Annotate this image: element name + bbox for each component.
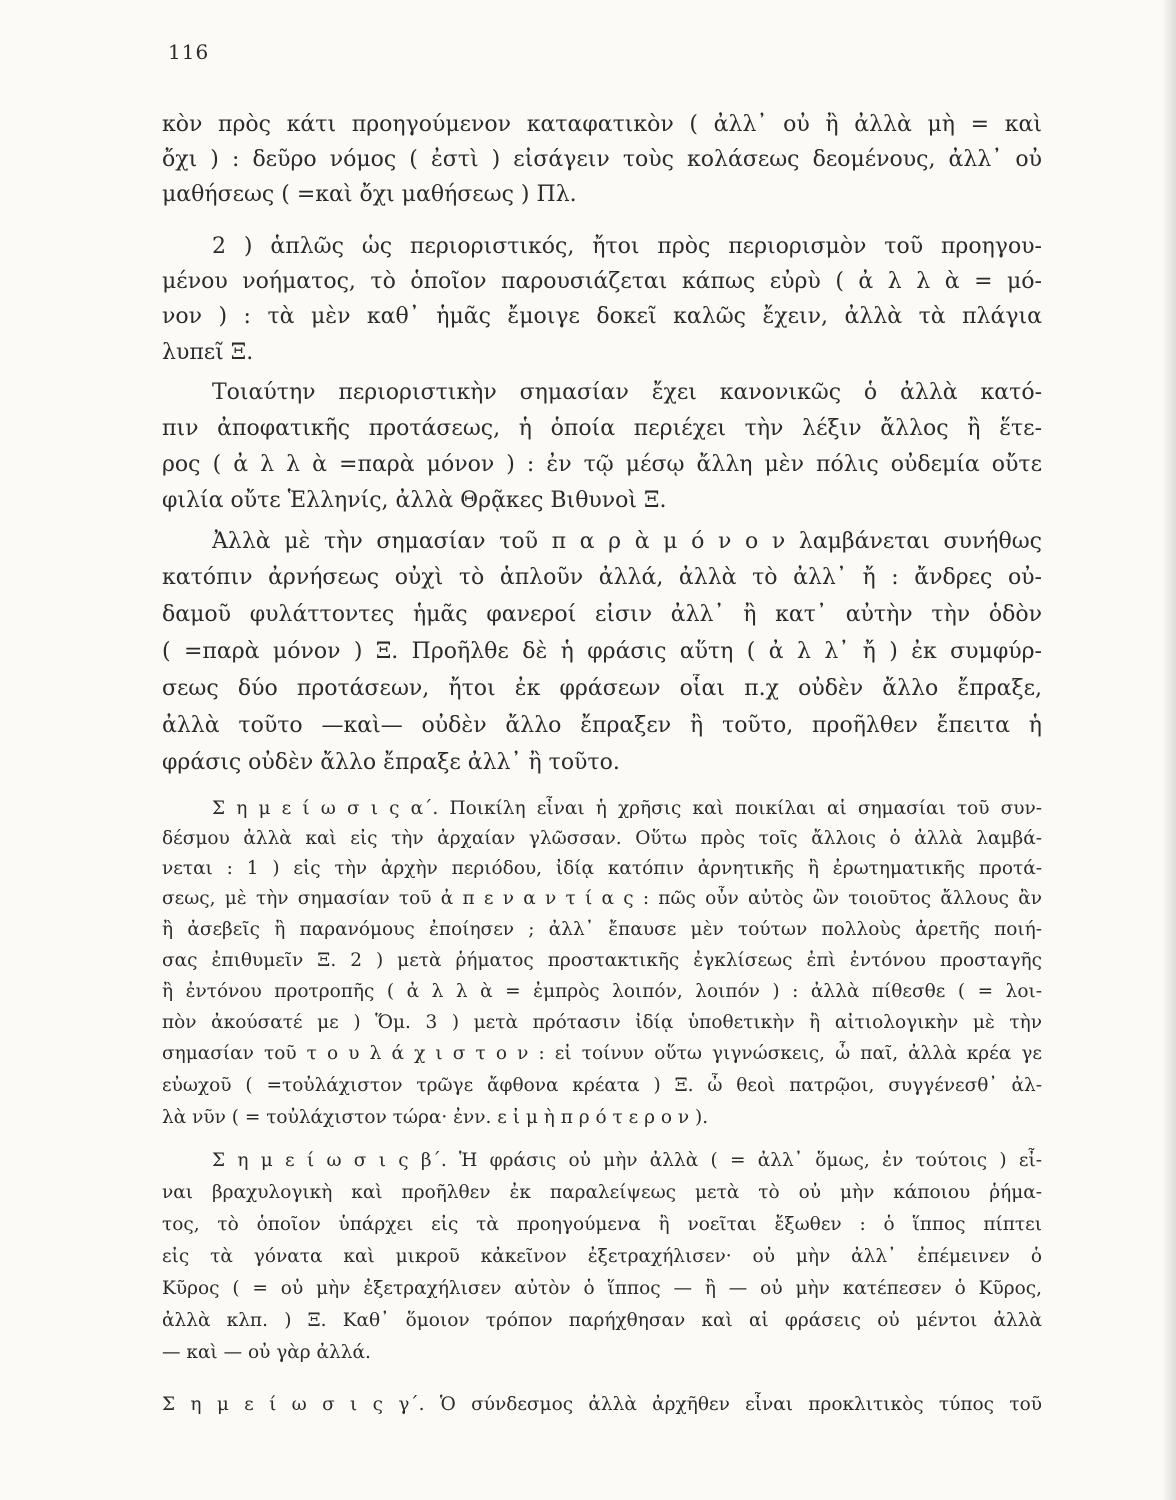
note-line: τος, τὸ ὁποῖον ὑπάρχει εἰς τὰ προηγούμενα ἢ νοεῖται ἔξωθεν : ὁ ἵππος πίπτει <box>162 1214 1042 1235</box>
note-line: εἰς τὰ γόνατα καὶ μικροῦ κἀκεῖνον ἐξετραχήλισεν· οὐ μὴν ἀλλ᾽ ἐπέμεινεν ὁ <box>162 1246 1042 1267</box>
text-line: ρος ( ἀ λ λ ὰ =παρὰ μόνον ) : ἐν τῷ μέσῳ ἄλλη μὲν πόλις οὐδεμία οὔτε <box>162 452 1042 477</box>
note-line: Σ η μ ε ί ω σ ι ς β΄. Ἡ φράσις οὐ μὴν ἀλλὰ ( = ἀλλ᾽ ὅμως, ἐν τούτοις ) εἶ- <box>212 1150 1042 1171</box>
text-line: ἀλλὰ τοῦτο —καὶ— οὐδὲν ἄλλο ἔπραξεν ἢ τοῦτο, προῆλθεν ἔπειτα ἡ <box>162 713 1042 738</box>
text-line: μαθήσεως ( =καὶ ὄχι μαθήσεως ) Πλ. <box>162 182 577 207</box>
note-line: πὸν ἀκούσατέ με ) Ὅμ. 3 ) μετὰ πρότασιν ἰδίᾳ ὑποθετικὴν ἢ αἰτιολογικὴν μὲ τὴν <box>162 1012 1042 1033</box>
text-line: δαμοῦ φυλάττοντες ἡμᾶς φανεροί εἰσιν ἀλλ᾽ ἢ κατ᾽ αὐτὴν τὴν ὁδὸν <box>162 602 1042 627</box>
note-line: ἢ ἐντόνου προτροπῆς ( ἀ λ λ ὰ = ἐμπρὸς λοιπόν, λοιπόν ) : ἀλλὰ πίθεσθε ( = λοι- <box>162 981 1042 1002</box>
text-line: μένου νοήματος, τὸ ὁποῖον παρουσιάζεται κάπως εὐρὺ ( ἀ λ λ ὰ = μό- <box>162 269 1042 294</box>
note-line: — καὶ — οὐ γὰρ ἀλλά. <box>162 1342 371 1363</box>
text-line: σεως δύο προτάσεων, ἤτοι ἐκ φράσεων οἷαι π.χ οὐδὲν ἄλλο ἔπραξε, <box>162 676 1042 701</box>
note-line: σημασίαν τοῦ τ ο υ λ ά χ ι σ τ ο ν : εἰ τοίνυν οὕτω γιγνώσκεις, ὦ παῖ, ἀλλὰ κρέα γε <box>162 1043 1042 1064</box>
page-number: 116 <box>168 40 210 64</box>
text-line: κατόπιν ἀρνήσεως οὐχὶ τὸ ἁπλοῦν ἀλλά, ἀλλὰ τὸ ἀλλ᾽ ἤ : ἄνδρες οὐ- <box>162 565 1042 590</box>
note-line: Σ η μ ε ί ω σ ι ς γ΄. Ὁ σύνδεσμος ἀλλὰ ἀρχῆθεν εἶναι προκλιτικὸς τύπος τοῦ <box>162 1394 1042 1415</box>
text-line: Τοιαύτην περιοριστικὴν σημασίαν ἔχει κανονικῶς ὁ ἀλλὰ κατό- <box>212 380 1042 405</box>
note-line: ἢ ἀσεβεῖς ἢ παρανόμους ἐποίησεν ; ἀλλ᾽ ἔπαυσε μὲν τούτων πολλοὺς ἀρετῆς ποιή- <box>162 919 1042 940</box>
note-line: δέσμου ἀλλὰ καὶ εἰς τὴν ἀρχαίαν γλῶσσαν. Οὕτω πρὸς τοῖς ἄλλοις ὁ ἀλλὰ λαμβά- <box>162 828 1042 849</box>
text-line: λυπεῖ Ξ. <box>162 340 254 365</box>
text-line: ( =παρὰ μόνον ) Ξ. Προῆλθε δὲ ἡ φράσις αὕτη ( ἀ λ λ᾽ ἤ ) ἐκ συμφύρ- <box>162 639 1042 664</box>
text-line: ὄχι ) : δεῦρο νόμος ( ἐστὶ ) εἰσάγειν τοὺς κολάσεως δεομένους, ἀλλ᾽ οὐ <box>162 147 1042 172</box>
text-line: φιλία οὔτε Ἑλληνίς, ἀλλὰ Θρᾷκες Βιθυνοὶ Ξ. <box>162 488 667 513</box>
note-line: νεται : 1 ) εἰς τὴν ἀρχὴν περιόδου, ἰδίᾳ κατόπιν ἀρνητικῆς ἢ ἐρωτηματικῆς προτά- <box>162 858 1042 879</box>
text-line: κὸν πρὸς κάτι προηγούμενον καταφατικὸν ( ἀλλ᾽ οὐ ἢ ἀλλὰ μὴ = καὶ <box>162 112 1042 137</box>
note-line: λὰ νῦν ( = τοὐλάχιστον τώρα· ἐνν. ε ἰ μ ὴ π ρ ό τ ε ρ ο ν ). <box>162 1107 709 1128</box>
text-line: νον ) : τὰ μὲν καθ᾽ ἡμᾶς ἔμοιγε δοκεῖ καλῶς ἔχειν, ἀλλὰ τὰ πλάγια <box>162 304 1042 329</box>
text-line: 2 ) ἁπλῶς ὡς περιοριστικός, ἤτοι πρὸς περιορισμὸν τοῦ προηγου- <box>212 234 1042 259</box>
note-line: Κῦρος ( = οὐ μὴν ἐξετραχήλισεν αὐτὸν ὁ ἵππος — ἢ — οὐ μὴν κατέπεσεν ὁ Κῦρος, <box>162 1278 1042 1299</box>
text-line: φράσις οὐδὲν ἄλλο ἔπραξε ἀλλ᾽ ἢ τοῦτο. <box>162 750 620 775</box>
text-line: πιν ἀποφατικῆς προτάσεως, ἡ ὁποία περιέχει τὴν λέξιν ἄλλος ἢ ἕτε- <box>162 416 1042 441</box>
note-line: εὐωχοῦ ( =τοὐλάχιστον τρῶγε ἄφθονα κρέατα ) Ξ. ὦ θεοὶ πατρῷοι, συγγένεσθ᾽ ἀλ- <box>162 1075 1042 1096</box>
note-line: ἀλλὰ κλπ. ) Ξ. Καθ᾽ ὅμοιον τρόπον παρήχθησαν καὶ αἱ φράσεις οὐ μέντοι ἀλλὰ <box>162 1310 1042 1331</box>
note-line: σεως, μὲ τὴν σημασίαν τοῦ ἀ π ε ν α ν τ ί α ς : πῶς οὖν αὐτὸς ὢν τοιοῦτος ἄλλους ἂν <box>162 888 1042 909</box>
note-line: ναι βραχυλογικὴ καὶ προῆλθεν ἐκ παραλείψεως μετὰ τὸ οὐ μὴν κάποιου ῥήμα- <box>162 1182 1042 1203</box>
text-line: Ἀλλὰ μὲ τὴν σημασίαν τοῦ π α ρ ὰ μ ό ν ο ν λαμβάνεται συνήθως <box>212 529 1042 554</box>
note-line: σας ἐπιθυμεῖν Ξ. 2 ) μετὰ ῥήματος προστακτικῆς ἐγκλίσεως ἐπὶ ἐντόνου προσταγῆς <box>162 950 1042 971</box>
note-line: Σ η μ ε ί ω σ ι ς α΄. Ποικίλη εἶναι ἡ χρῆσις καὶ ποικίλαι αἱ σημασίαι τοῦ συν- <box>212 798 1042 819</box>
